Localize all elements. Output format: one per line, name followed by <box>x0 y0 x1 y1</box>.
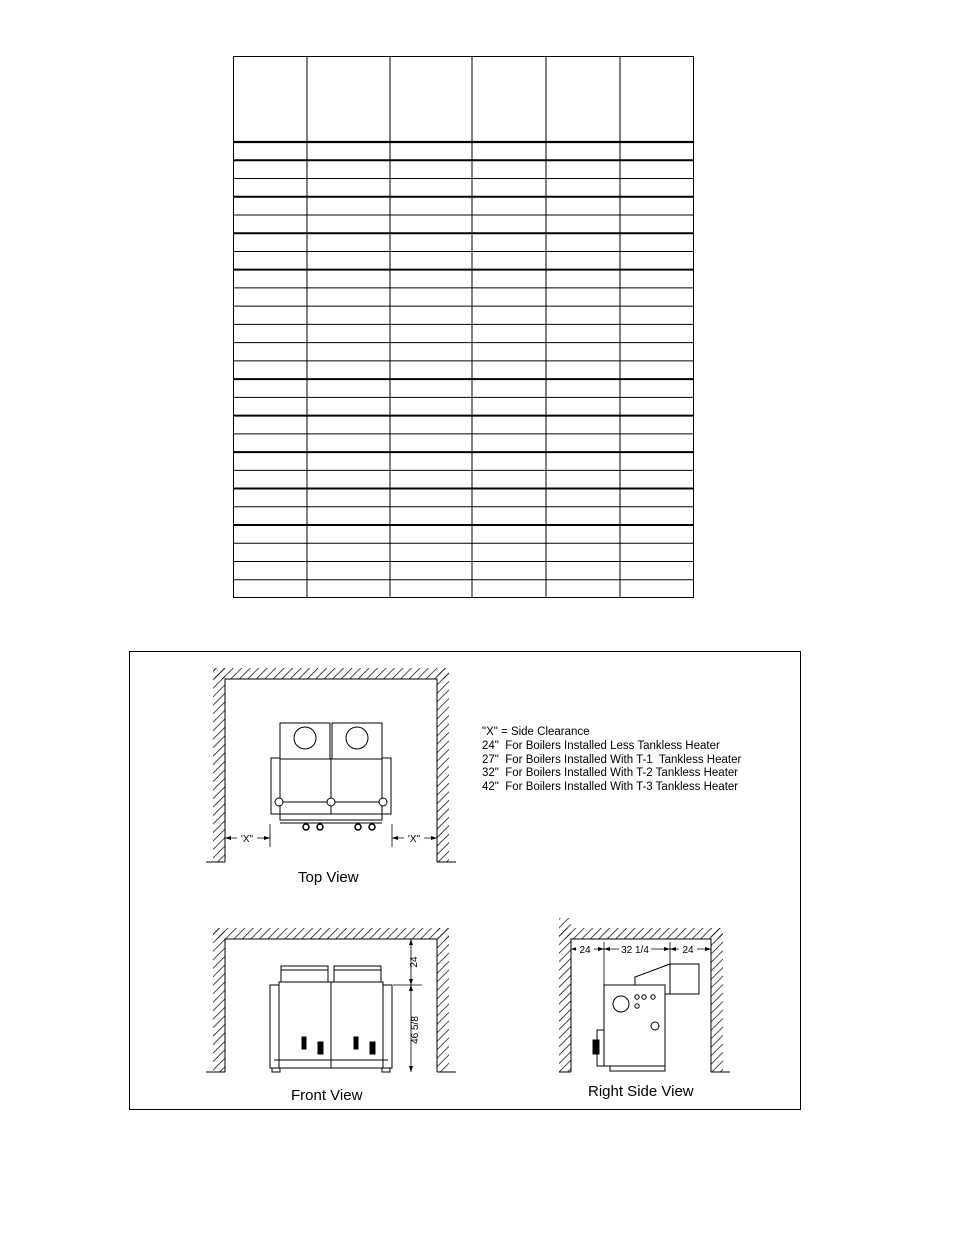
front-view-drawing <box>206 928 456 1072</box>
clearance-drawings <box>130 652 800 1109</box>
side-view-drawing <box>559 918 730 1072</box>
clearance-note: 32" For Boilers Installed With T-2 Tankless Heater <box>482 767 739 780</box>
top-view-wall-hatch <box>213 668 225 862</box>
top-view-drawing <box>206 668 456 862</box>
front-view-height: 46 5/8 <box>410 1016 421 1044</box>
clearance-heading: "X" = Side Clearance <box>482 726 590 738</box>
front-view-top-clearance: 24 <box>409 956 420 968</box>
clearance-note: 27" For Boilers Installed With T-1 Tankless Heater <box>482 753 742 766</box>
side-view-depth: 32 1/4 <box>621 945 649 956</box>
side-view-front-clearance: 24 <box>682 945 694 956</box>
clearance-notes <box>482 726 741 795</box>
clearance-diagram <box>129 651 801 1110</box>
front-view-caption: Front View <box>291 1087 363 1104</box>
side-view-caption: Right Side View <box>588 1083 694 1100</box>
boiler-side <box>597 964 699 1071</box>
clearance-note: 42" For Boilers Installed With T-3 Tankless Heater <box>482 781 739 794</box>
top-view-wall-hatch <box>437 668 449 862</box>
top-view-right-clearance: 'X" <box>407 834 421 845</box>
side-view-rear-clearance: 24 <box>579 945 591 956</box>
top-view-wall-hatch <box>213 668 449 679</box>
specification-table <box>233 56 694 598</box>
twin-boilers-front <box>270 966 392 1072</box>
top-view-caption: Top View <box>298 869 359 886</box>
top-view-valves <box>303 824 375 830</box>
top-view-left-clearance: 'X" <box>240 834 254 845</box>
twin-boilers-top <box>271 723 391 823</box>
side-view-valve <box>593 1040 599 1054</box>
clearance-note: 24" For Boilers Installed Less Tankless Heater <box>482 739 720 752</box>
